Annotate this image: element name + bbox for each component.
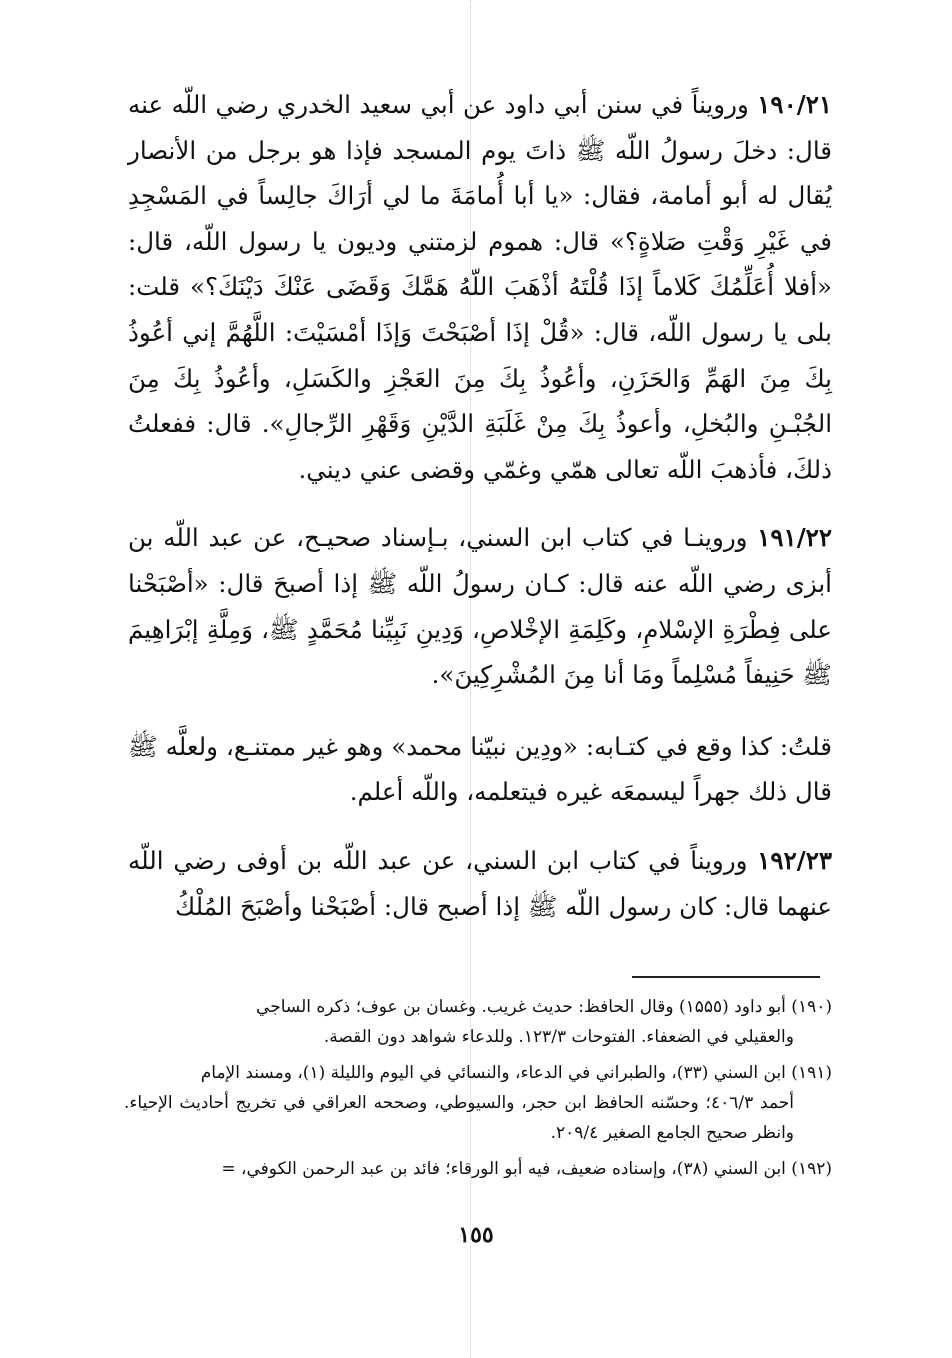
hadith-number: ۱۹۲/۲۳	[757, 845, 833, 875]
hadith-paragraph-192	[128, 838, 832, 929]
hadith-text: ورويناً في كتاب ابن السني، عن عبد اللّه بن أوفى رضي اللّه عنهما قال: كان رسول اللّه ﷺ إذا أصبح قال: أصْبَحْنا وأصْبَحَ المُلْكُ	[128, 845, 832, 921]
author-comment-paragraph	[128, 724, 832, 815]
hadith-paragraph-191	[128, 515, 832, 697]
footnote-lead: (۱۹۲) ابن السني (۳۸)، وإسناده ضعيف، فيه أبو الورقاء؛ فائد بن عبد الرحمن الكوفي، =	[221, 1159, 832, 1179]
hadith-paragraph-190	[128, 82, 832, 492]
footnote-191	[124, 1058, 832, 1148]
footnotes	[124, 992, 832, 1190]
hadith-text: ورويناً في سنن أبي داود عن أبي سعيد الخدري رضي اللّه عنه قال: دخلَ رسولُ اللّه ﷺ ذاتَ يوم المسجد فإذا هو برجل من الأنصار يُقال له أبو أمامة، فقال: «يا أبا أُمامَةَ ما لي أرَاكَ جالِساً في المَسْجِدِ في غَيْرِ وَقْتِ صَلاةٍ؟» قال: هموم لزمتني وديون يا رسول اللّه، قال: «أفلا أُعَلِّمُكَ كَلاماً إذَا قُلْتَهُ أذْهَبَ اللّهُ هَمَّكَ وَقَضَى عَنْكَ دَيْنَكَ؟» قلت: بلى يا رسول اللّه، قال: «قُلْ إذَا أصْبَحْتَ وَإذَا أمْسَيْتَ: اللَّهُمَّ إني أعُوذُ بِكَ مِنَ الهَمِّ وَالحَزَنِ، وأعُوذُ بِكَ مِنَ العَجْزِ والكَسَلِ، وأعُوذُ بِكَ مِنَ الجُبْـنِ والبُخلِ، وأعوذُ بِكَ مِنْ غَلَبَةِ الدَّيْنِ وَقَهْرِ الرِّجالِ». قال: ففعلتُ ذلكَ، فأذهبَ اللّه تعالى همّي وغمّي وقضى عني ديني.	[128, 90, 832, 484]
hadith-number: ۱۹۰/۲۱	[757, 90, 833, 119]
footnote-192	[124, 1154, 832, 1184]
hadith-text: وروينـا في كتاب ابن السني، بـإسناد صحيـح، عن عبد اللّه بن أبزى رضي اللّه عنه قال: كـان رسولُ اللّه ﷺ إذا أصبحَ قال: «أصْبَحْنا على فِطْرَةِ الإسْلامِ، وكَلِمَةِ الإخْلاصِ، وَدِينِ نَبِيِّنا مُحَمَّدٍ ﷺ، وَمِلَّةِ إبْرَاهِيمَ ﷺ حَنِيفاً مُسْلِماً ومَا أنا مِنَ المُشْرِكِينَ».	[128, 523, 832, 690]
footnote-lead: (۱۹۱) ابن السني (۳۳)، والطبراني في الدعاء، والنسائي في اليوم والليلة (۱)، ومسند الإمام	[200, 1063, 832, 1083]
footnote-190	[124, 992, 832, 1052]
main-text	[128, 82, 832, 952]
footnote-continuation: أحمد ٤۰٦/۳؛ وحسّنه الحافظ ابن حجر، والسيوطي، وصححه العراقي في تخريج أحاديث الإحياء. وانظر صحيح الجامع الصغير ۲۰۹/٤.	[124, 1093, 795, 1143]
comment-text: قلتُ: كذا وقع في كتـابه: «ودِين نبيّنا محمد» وهو غير ممتنـع، ولعلَّه ﷺ قال ذلك جهراً ليسمعَه غيره فيتعلمه، واللّه أعلم.	[128, 731, 832, 807]
footnote-separator	[632, 976, 820, 978]
page-number: ۱٥٥	[458, 1222, 494, 1248]
hadith-number: ۱۹۱/۲۲	[757, 523, 832, 553]
footnote-lead: (۱۹۰) أبو داود (۱۵۵٥) وقال الحافظ: حديث غريب. وغسان بن عوف؛ ذكره الساجي	[256, 997, 832, 1017]
footnote-continuation: والعقيلي في الضعفاء. الفتوحات ۱۲۳/۳. وللدعاء شواهد دون القصة.	[323, 1027, 794, 1047]
